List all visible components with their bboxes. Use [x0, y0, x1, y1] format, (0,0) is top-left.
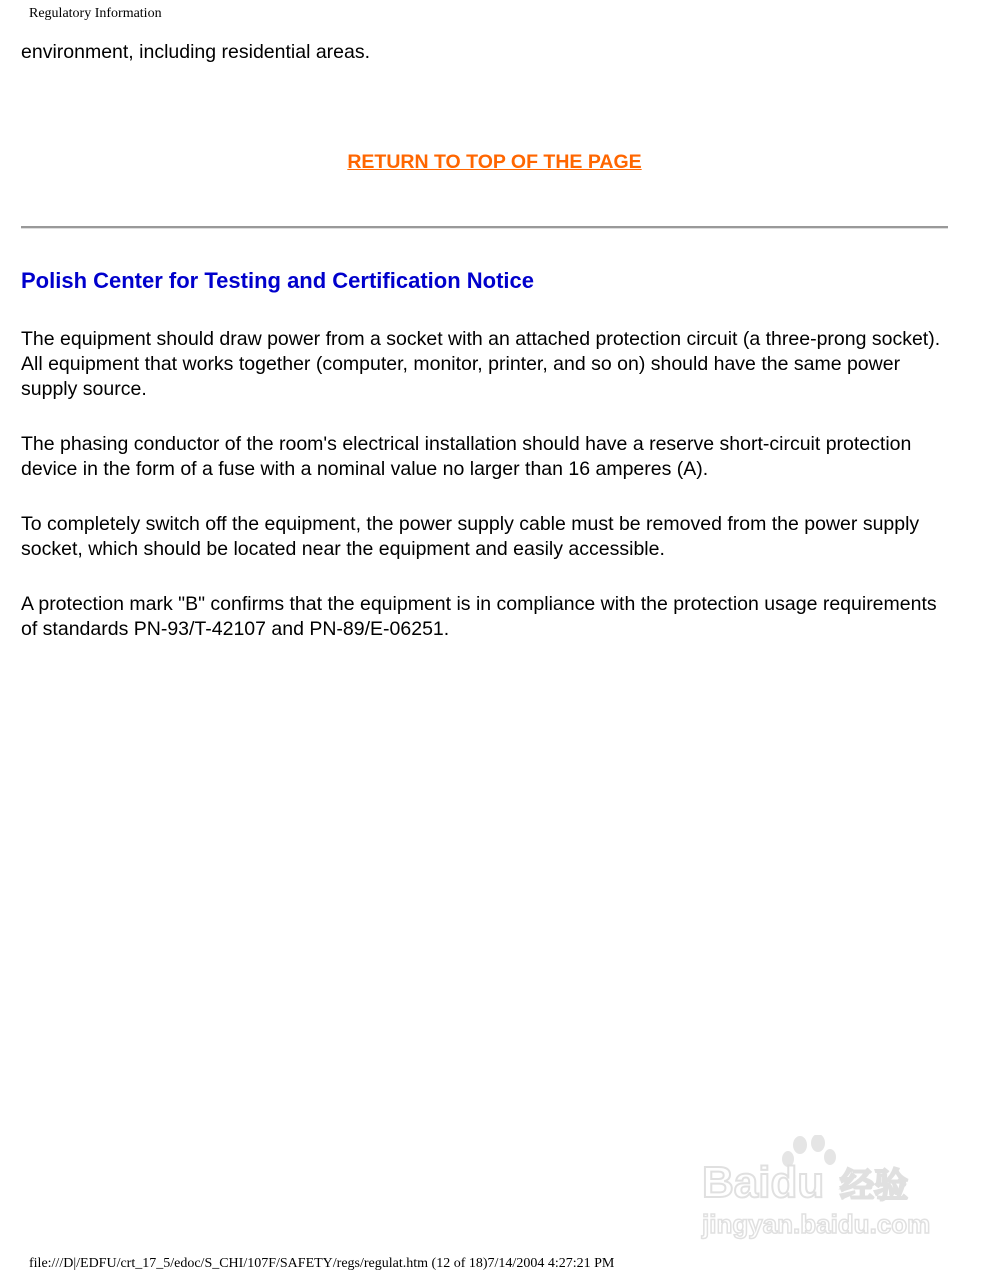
paragraph-power-socket: The equipment should draw power from a socket with an attached protection circuit (a three-prong socket). All equipment that works together (computer, monitor, printer, and so on) should have the same power supply source.	[21, 328, 941, 400]
page-content	[21, 40, 951, 95]
svg-text:jingyan.baidu.com: jingyan.baidu.com	[702, 1209, 931, 1239]
return-to-top	[0, 151, 989, 174]
svg-text:Baidu: Baidu	[702, 1158, 825, 1207]
section-title: Polish Center for Testing and Certification Notice	[21, 268, 534, 293]
print-header-title: Regulatory Information	[29, 6, 162, 21]
return-to-top-link[interactable]: RETURN TO TOP OF THE PAGE	[347, 151, 642, 173]
print-footer-path: file:///D|/EDFU/crt_17_5/edoc/S_CHI/107F/SAFETY/regs/regulat.htm (12 of 18)7/14/2004 4:27:21 PM	[29, 1256, 615, 1271]
paragraph-fuse: The phasing conductor of the room's electrical installation should have a reserve short-circuit protection device in the form of a fuse with a nominal value no larger than 16 amperes (A).	[21, 433, 912, 480]
horizontal-rule	[21, 226, 948, 229]
paragraph-protection-mark: A protection mark "B" confirms that the equipment is in compliance with the protection usage requirements of standards PN-93/T-42107 and PN-89/E-06251.	[21, 593, 937, 640]
section-body	[21, 327, 951, 672]
baidu-watermark-logo	[700, 1135, 940, 1245]
svg-text:经验: 经验	[840, 1166, 908, 1206]
lead-text: environment, including residential areas.	[21, 41, 371, 63]
paragraph-switch-off: To completely switch off the equipment, the power supply cable must be removed from the power supply socket, which should be located near the equipment and easily accessible.	[21, 513, 920, 560]
